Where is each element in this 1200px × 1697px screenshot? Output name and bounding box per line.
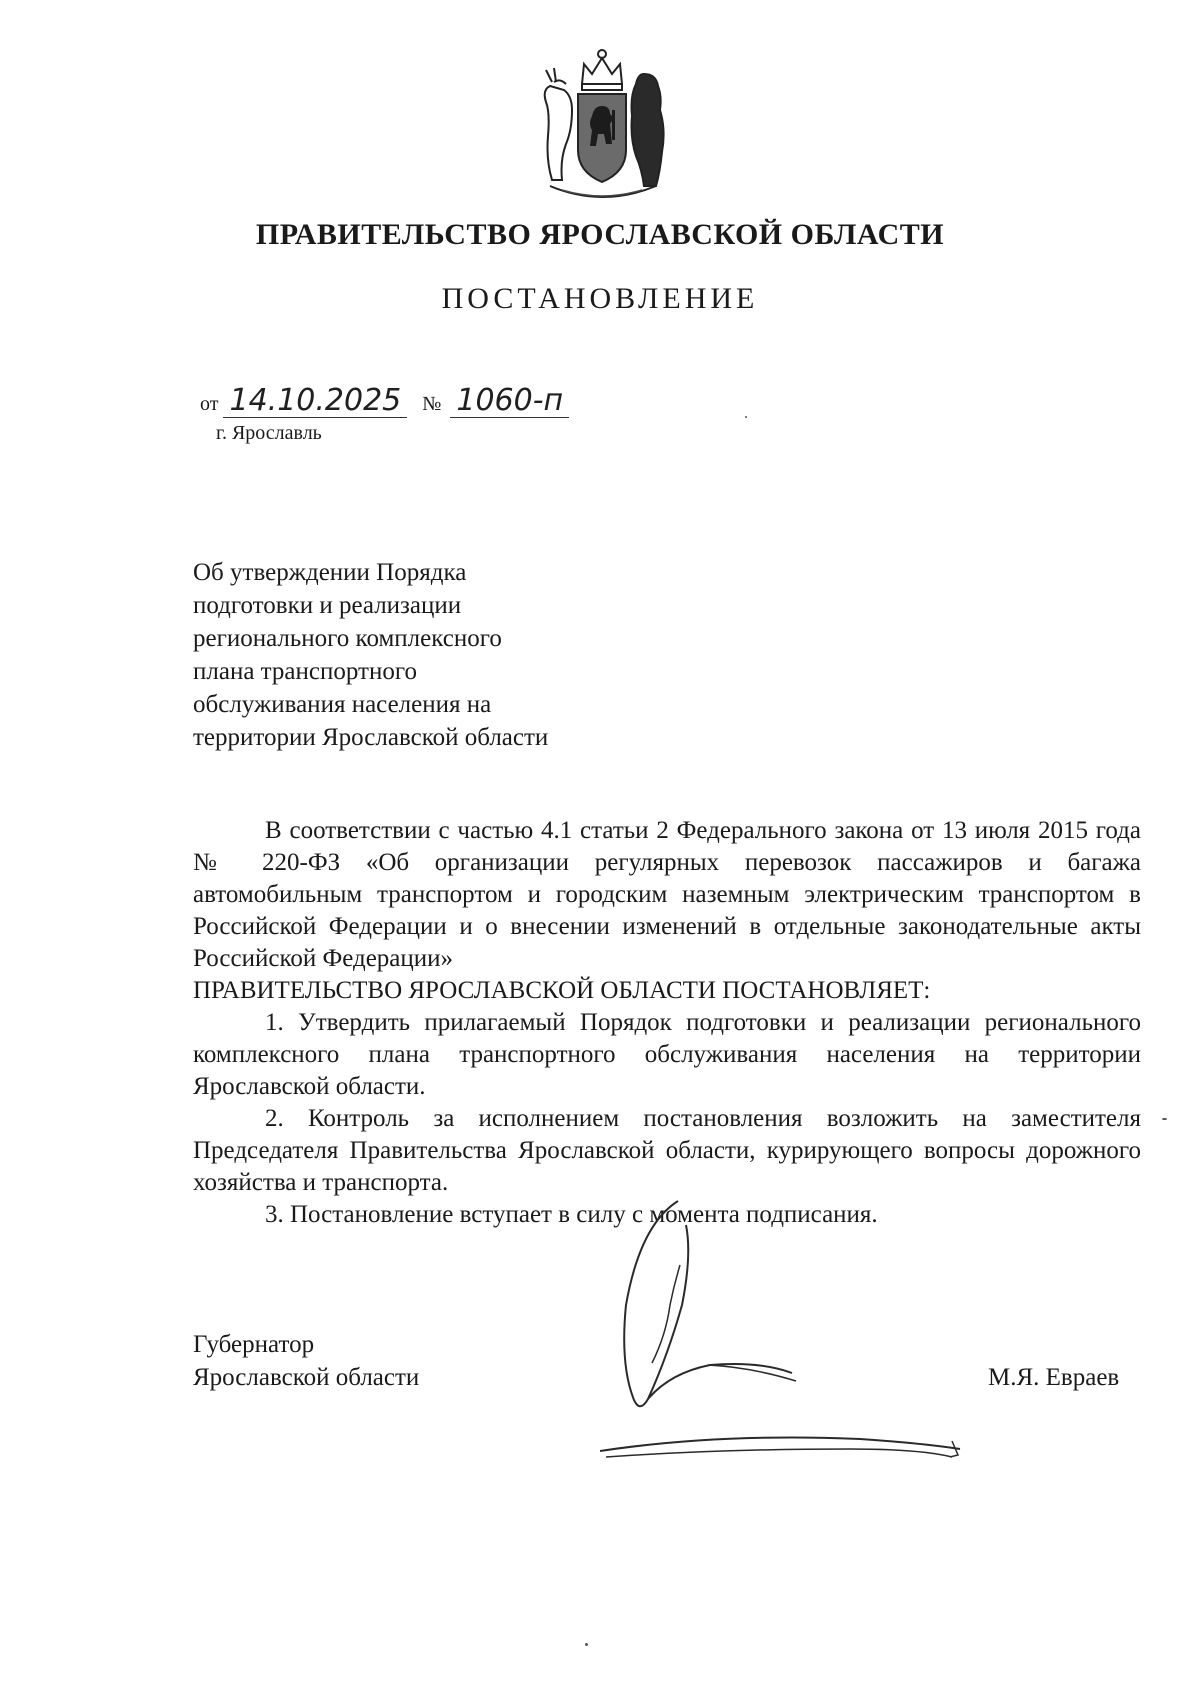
number-prefix: №: [422, 393, 442, 415]
signatory-name: М.Я. Евраев: [988, 1364, 1120, 1391]
clause-paragraph: 1. Утвердить прилагаемый Порядок подготовки и реализации регионального комплексного плана транспортного обслуживания населения на территории Ярославской области.: [193, 1009, 1141, 1100]
yaroslavl-oblast-coat-of-arms-icon: [532, 40, 672, 200]
subject-line: Об утверждении Порядка: [193, 559, 467, 586]
subject-line: обслуживания населения на: [193, 691, 492, 718]
handwritten-signature-icon: [600, 1195, 1060, 1475]
issuing-authority: ПРАВИТЕЛЬСТВО ЯРОСЛАВСКОЙ ОБЛАСТИ: [255, 218, 945, 251]
date-number-line: [200, 383, 569, 418]
document-type: ПОСТАНОВЛЕНИЕ: [441, 282, 759, 315]
date-prefix: от: [200, 393, 219, 415]
signatory-position: [193, 1328, 419, 1394]
document-body: [193, 815, 1141, 1231]
subject-line: подготовки и реализации: [193, 592, 462, 619]
subject-line: регионального комплексного: [193, 625, 502, 652]
issue-city: г. Ярославль: [216, 422, 322, 444]
preamble-paragraph: В соответствии с частью 4.1 статьи 2 Федерального закона от 13 июля 2015 года № 220-ФЗ «Об организации регулярных перевозок пассажиров и багажа автомобильным транспортом и городским наземным электрическим транспортом в Российской Федерации и о внесении изменений в отдельные законодательные акты Российской Федерации»: [193, 817, 1141, 972]
scan-speck: [1162, 1118, 1167, 1120]
scan-speck: [585, 1643, 588, 1646]
document-subject: [193, 556, 643, 754]
scan-speck: [745, 416, 747, 418]
clause-paragraph: 2. Контроль за исполнением постановления возложить на заместителя Председателя Правительства Ярославской области, курирующего вопросы дорожного хозяйства и транспорта.: [193, 1105, 1141, 1196]
document-number: 1060-п: [450, 386, 569, 418]
clause-paragraph: 3. Постановление вступает в силу с момента подписания.: [265, 1201, 878, 1228]
signatory-position-line: Ярославской области: [193, 1364, 420, 1391]
document-date: 14.10.2025: [223, 386, 407, 418]
subject-line: плана транспортного: [193, 658, 417, 685]
subject-line: территории Ярославской области: [193, 724, 549, 751]
decree-line: ПРАВИТЕЛЬСТВО ЯРОСЛАВСКОЙ ОБЛАСТИ ПОСТАНОВЛЯЕТ:: [193, 977, 931, 1004]
signatory-position-line: Губернатор: [193, 1331, 315, 1358]
